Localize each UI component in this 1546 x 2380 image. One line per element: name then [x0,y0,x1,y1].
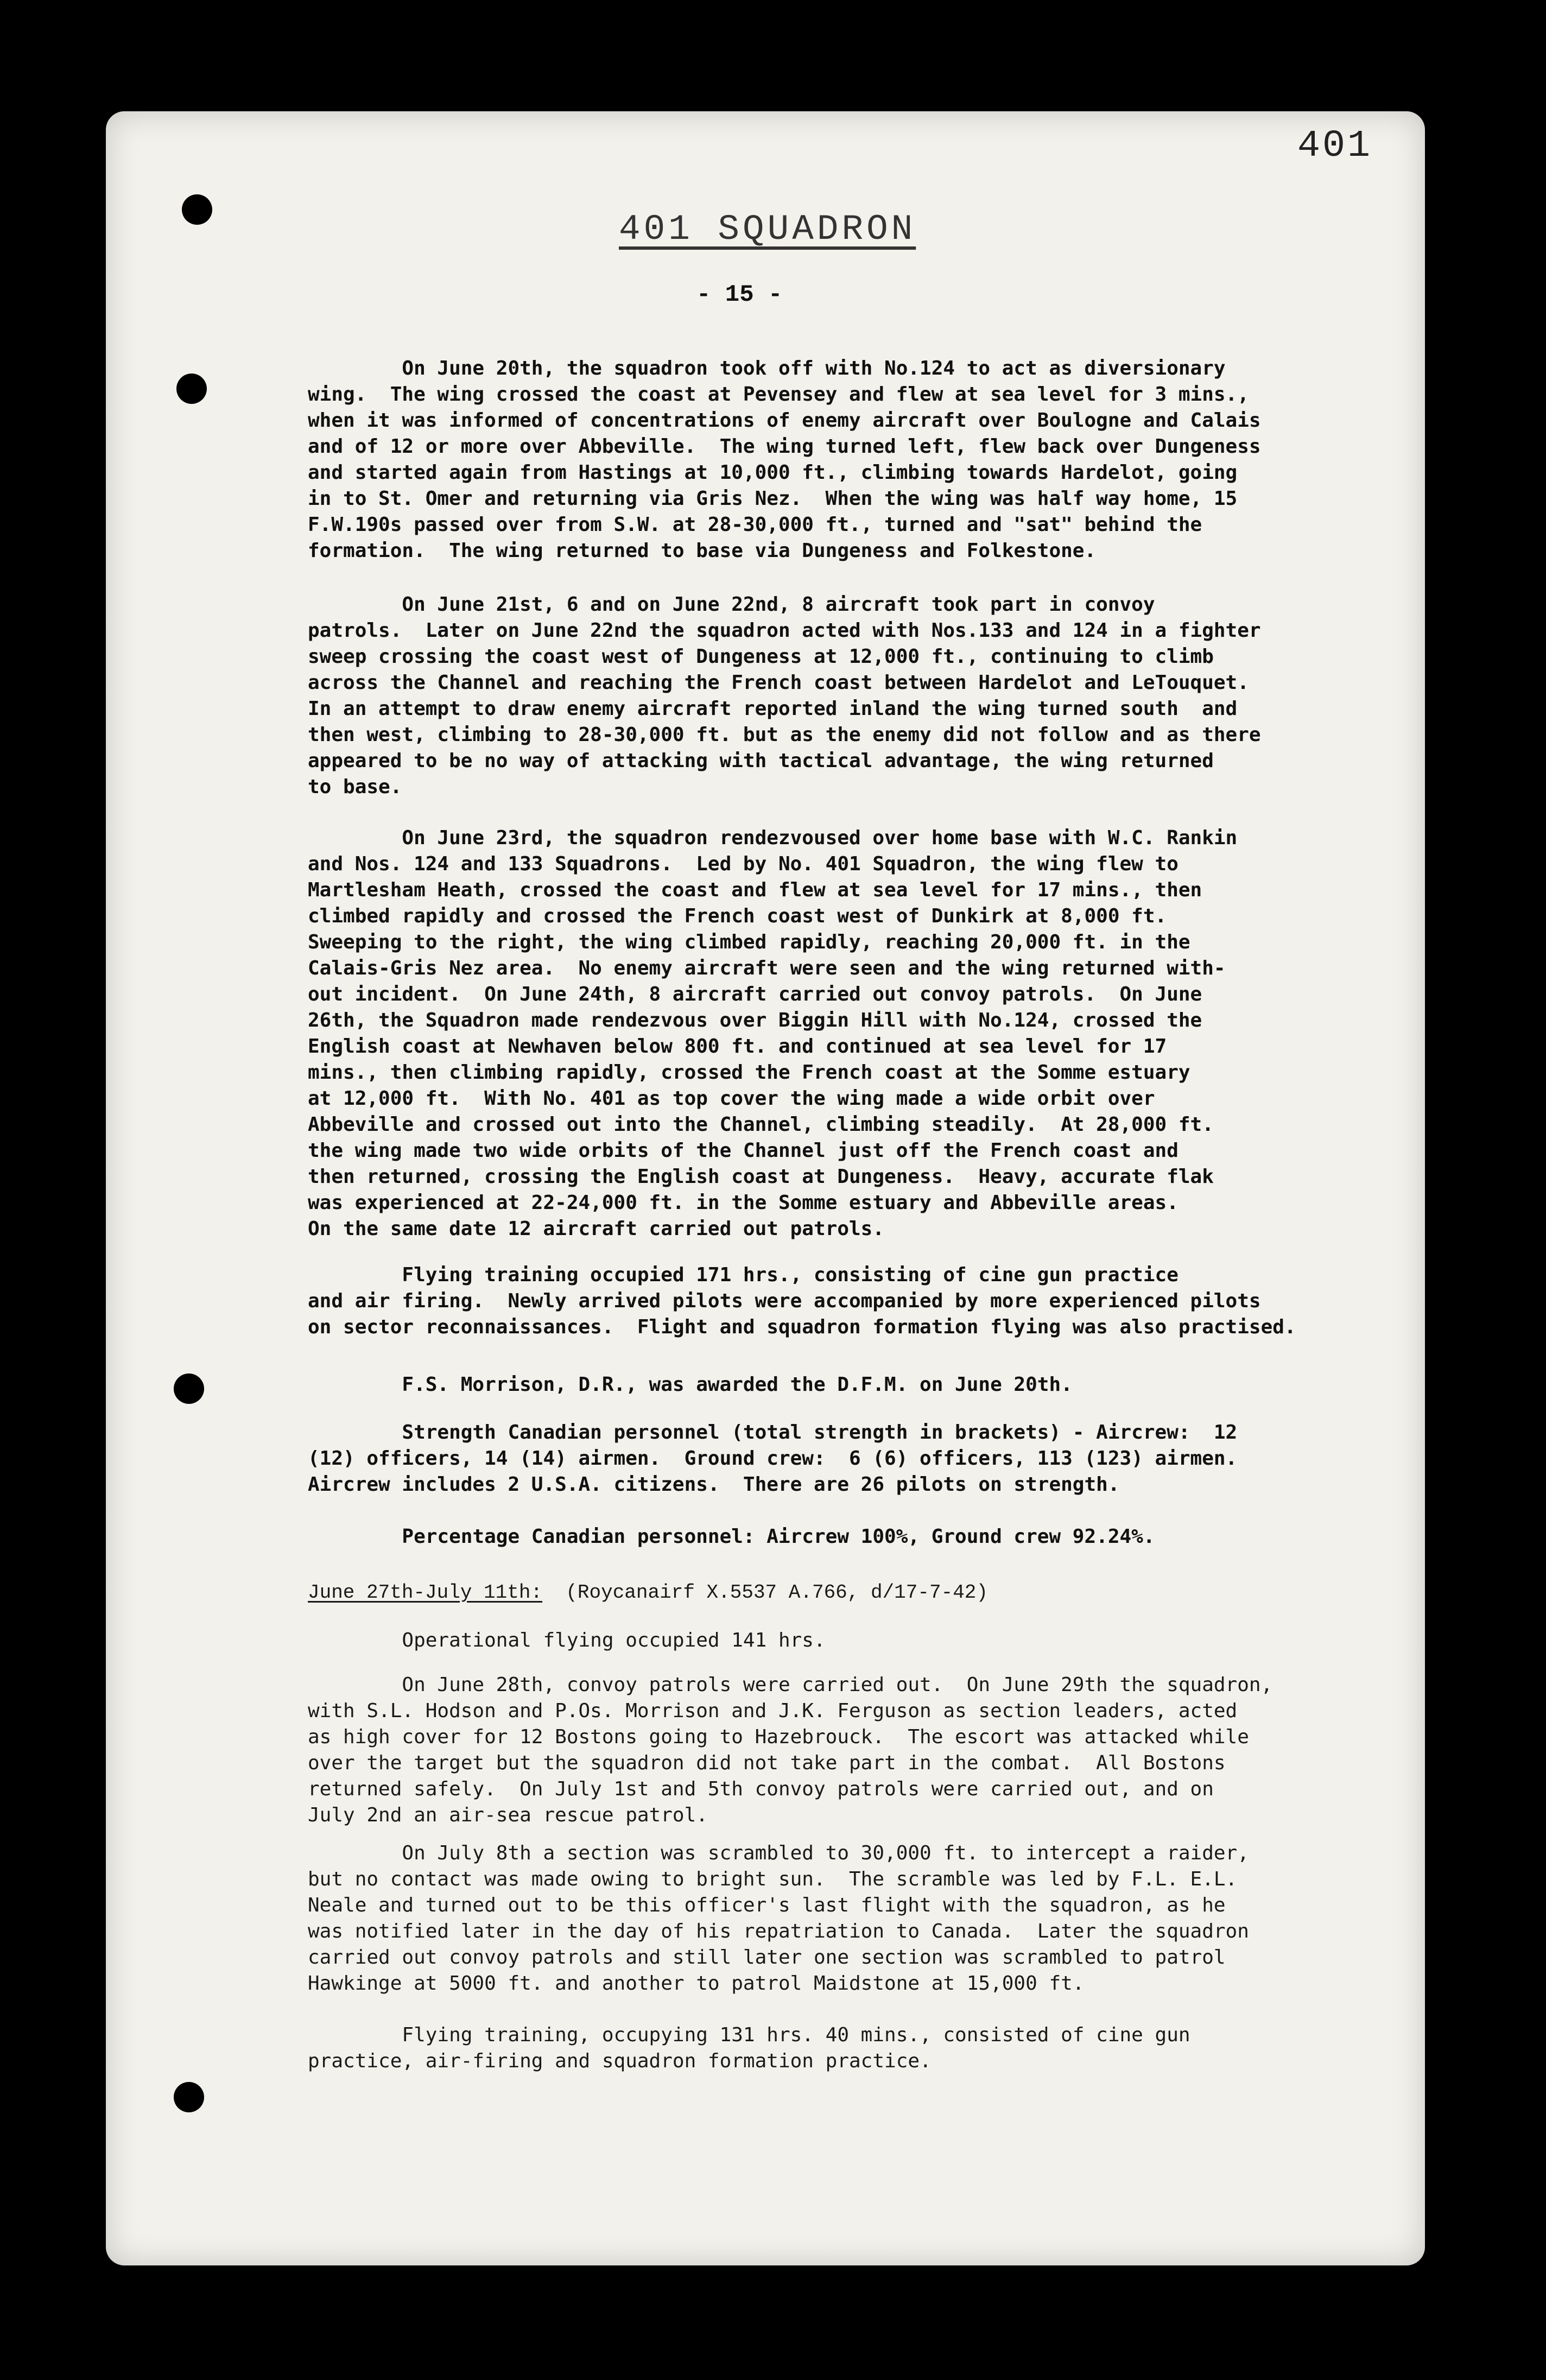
punch-hole-4 [174,2082,204,2112]
page-marker: - 15 - [696,281,783,308]
document-title: 401 SQUADRON [619,209,916,250]
section-heading [308,1580,1426,1606]
paragraph-percentage: Percentage Canadian personnel: Aircrew 100%, Ground crew 92.24%. [308,1526,1155,1548]
page-number: 401 [1297,125,1373,168]
punch-hole-3 [174,1373,204,1404]
paragraph-june-28-29: On June 28th, convoy patrols were carried out. On June 29th the squadron, with S.L. Hodson and P.Os. Morrison and J.K. Ferguson as section leaders, acted as high cover for 12 Bostons going to Hazebrouck. The escort was attacked while over the target but the squadron did not take part in the combat. All Bostons returned safely. On July 1st and 5th convoy patrols were carried out, and on July 2nd an air-sea rescue patrol. [308,1674,1273,1826]
paragraph-june-20: On June 20th, the squadron took off with No.124 to act as diversionary wing. The wing crossed the coast at Pevensey and flew at sea level for 3 mins., when it was informed of concentrations of enemy aircraft over Boulogne and Calais and of 12 or more over Abbeville. The wing turned left, flew back over Dungeness and started again from Hastings at 10,000 ft., climbing towards Hardelot, going in to St. Omer and returning via Gris Nez. When the wing was half way home, 15 F.W.190s passed over from S.W. at 28-30,000 ft., turned and "sat" behind the formation. The wing returned to base via Dungeness and Folkestone. [308,357,1261,562]
punch-hole-2 [176,374,207,404]
paragraph-flying-training: Flying training occupied 171 hrs., consisting of cine gun practice and air firing. Newly arrived pilots were accompanied by more experienced pilots on sector reconnaissances. Flight and squadron formation flying was also practised. [308,1264,1296,1338]
paragraph-july-8: On July 8th a section was scrambled to 30,000 ft. to intercept a raider, but no contact was made owing to bright sun. The scramble was led by F.L. E.L. Neale and turned out to be this officer's last flight with the squadron, as he was notified later in the day of his repatriation to Canada. Later the squadron carried out convoy patrols and still later one section was scrambled to patrol Hawkinge at 5000 ft. and another to patrol Maidstone at 15,000 ft. [308,1842,1249,1995]
paragraph-june-23-26: On June 23rd, the squadron rendezvoused over home base with W.C. Rankin and Nos. 124 and 133 Squadrons. Led by No. 401 Squadron, the wing flew to Martlesham Heath, crossed the coast and flew at sea level for 17 mins., then climbed rapidly and crossed the French coast west of Dunkirk at 8,000 ft. Sweeping to the right, the wing climbed rapidly, reaching 20,000 ft. in the Calais-Gris Nez area. No enemy aircraft were seen and the wing returned with- out incident. On June 24th, 8 aircraft carried out convoy patrols. On June 26th, the Squadron made rendezvous over Biggin Hill with No.124, crossed the English coast at Newhaven below 800 ft. and continued at sea level for 17 mins., then climbing rapidly, crossed the French coast at the Somme estuary at 12,000 ft. With No. 401 as top cover the wing made a wide orbit over Abbeville and crossed out into the Channel, climbing steadily. At 28,000 ft. the wing made two wide orbits of the Channel just off the French coast and then returned, crossing the English coast at Dungeness. Heavy, accurate flak was experienced at 22-24,000 ft. in the Somme estuary and Abbeville areas. On the same date 12 aircraft carried out patrols. [308,827,1238,1240]
section-heading-date: June 27th-July 11th: [308,1581,543,1604]
paragraph-award: F.S. Morrison, D.R., was awarded the D.F.M. on June 20th. [308,1373,1073,1396]
paragraph-strength: Strength Canadian personnel (total strength in brackets) - Aircrew: 12 (12) officers, 14 (14) airmen. Ground crew: 6 (6) officers, 113 (123) airmen. Aircrew includes 2 U.S.A. citizens. There are 26 pilots on strength. [308,1421,1238,1496]
paragraph-flying-training-2: Flying training, occupying 131 hrs. 40 mins., consisted of cine gun practice, air-firing and squadron formation practice. [308,2024,1190,2072]
punch-hole-1 [182,194,212,225]
paragraph-june-21-22: On June 21st, 6 and on June 22nd, 8 aircraft took part in convoy patrols. Later on June 22nd the squadron acted with Nos.133 and 124 in a fighter sweep crossing the coast west of Dungeness at 12,000 ft., continuing to climb across the Channel and reaching the French coast between Hardelot and LeTouquet. In an attempt to draw enemy aircraft reported inland the wing turned south and then west, climbing to 28-30,000 ft. but as the enemy did not follow and as there appeared to be no way of attacking with tactical advantage, the wing returned to base. [308,593,1261,798]
section-heading-reference: (Roycanairf X.5537 A.766, d/17-7-42) [542,1581,989,1604]
paragraph-operational-flying: Operational flying occupied 141 hrs. [308,1629,826,1651]
